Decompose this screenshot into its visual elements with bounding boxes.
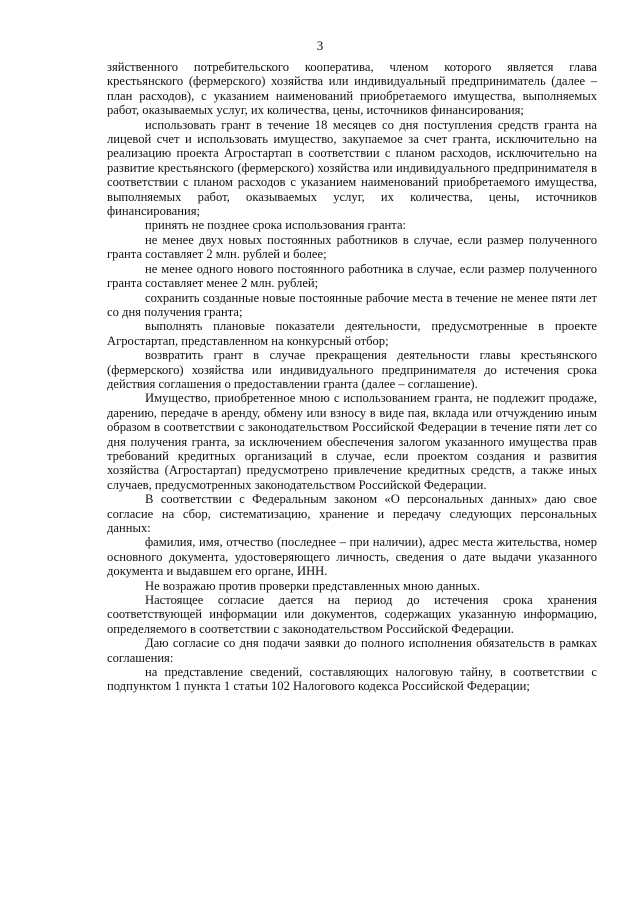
- paragraph: В соответствии с Федеральным законом «О персональных данных» даю свое согласие на сбор, систематизацию, хранение и передачу следующих персональных данных:: [107, 492, 597, 535]
- paragraph: зяйственного потребительского кооператива, членом которого является глава крестьянского (фермерского) хозяйства или индивидуальный предприниматель (далее – план расходов), с указанием наименований приобретаемого имущества, выполняемых работ, оказываемых услуг, их количества, цены, источников финансирования;: [107, 60, 597, 118]
- paragraph: возвратить грант в случае прекращения деятельности главы крестьянского (фермерского) хозяйства или индивидуального предпринимателя до истечения срока действия соглашения о предоставлении гранта (далее – соглашение).: [107, 348, 597, 391]
- paragraph: не менее двух новых постоянных работников в случае, если размер полученного гранта составляет 2 млн. рублей и более;: [107, 232, 597, 262]
- document-body: [107, 60, 597, 694]
- paragraph: сохранить созданные новые постоянные рабочие места в течение не менее пяти лет со дня получения гранта;: [107, 290, 597, 319]
- paragraph: принять не позднее срока использования гранта:: [145, 218, 407, 233]
- paragraph: выполнять плановые показатели деятельности, предусмотренные в проекте Агростартап, представленном на конкурсный отбор;: [107, 319, 597, 348]
- paragraph: на представление сведений, составляющих налоговую тайну, в соответствии с подпунктом 1 пункта 1 статьи 102 Налогового кодекса Российской Федерации;: [107, 665, 597, 694]
- paragraph: Настоящее согласие дается на период до истечения срока хранения соответствующей информации или документов, содержащих указанную информацию, определяемого в соответствии с законодательством Российской Федерации.: [107, 593, 597, 636]
- paragraph: фамилия, имя, отчество (последнее – при наличии), адрес места жительства, номер основного документа, удостоверяющего личность, сведения о дате выдачи указанного документа и выдавшем его органе, ИНН.: [107, 535, 597, 579]
- paragraph: не менее одного нового постоянного работника в случае, если размер полученного гранта составляет менее 2 млн. рублей;: [107, 261, 597, 291]
- page-number: 3: [316, 38, 324, 53]
- paragraph: Даю согласие со дня подачи заявки до полного исполнения обязательств в рамках соглашения:: [107, 636, 597, 665]
- paragraph: Не возражаю против проверки представленных мною данных.: [145, 578, 480, 593]
- paragraph: Имущество, приобретенное мною с использованием гранта, не подлежит продаже, дарению, передаче в аренду, обмену или взносу в виде пая, вклада или отчуждению иным образом в соответствии с законодательством Российской Федерации в течение пяти лет со дня получения гранта, за исключением обеспечения залогом указанного имущества прав требований кредитных организаций в случае, если проектом создания и развития хозяйства (Агростартап) предусмотрено привлечение кредитных средств, а также иных случаев, предусмотренных законодательством Российской Федерации.: [107, 391, 597, 492]
- paragraph: использовать грант в течение 18 месяцев со дня поступления средств гранта на лицевой счет и использовать имущество, закупаемое за счет гранта, исключительно на реализацию проекта Агростартап в соответствии с планом расходов, исключительно на развитие крестьянского (фермерского) хозяйства или индивидуального предпринимателя в соответствии с планом расходов с указанием наименований приобретаемого имущества, выполняемых работ, оказываемых услуг, их количества, цены, источников финансирования;: [107, 117, 597, 219]
